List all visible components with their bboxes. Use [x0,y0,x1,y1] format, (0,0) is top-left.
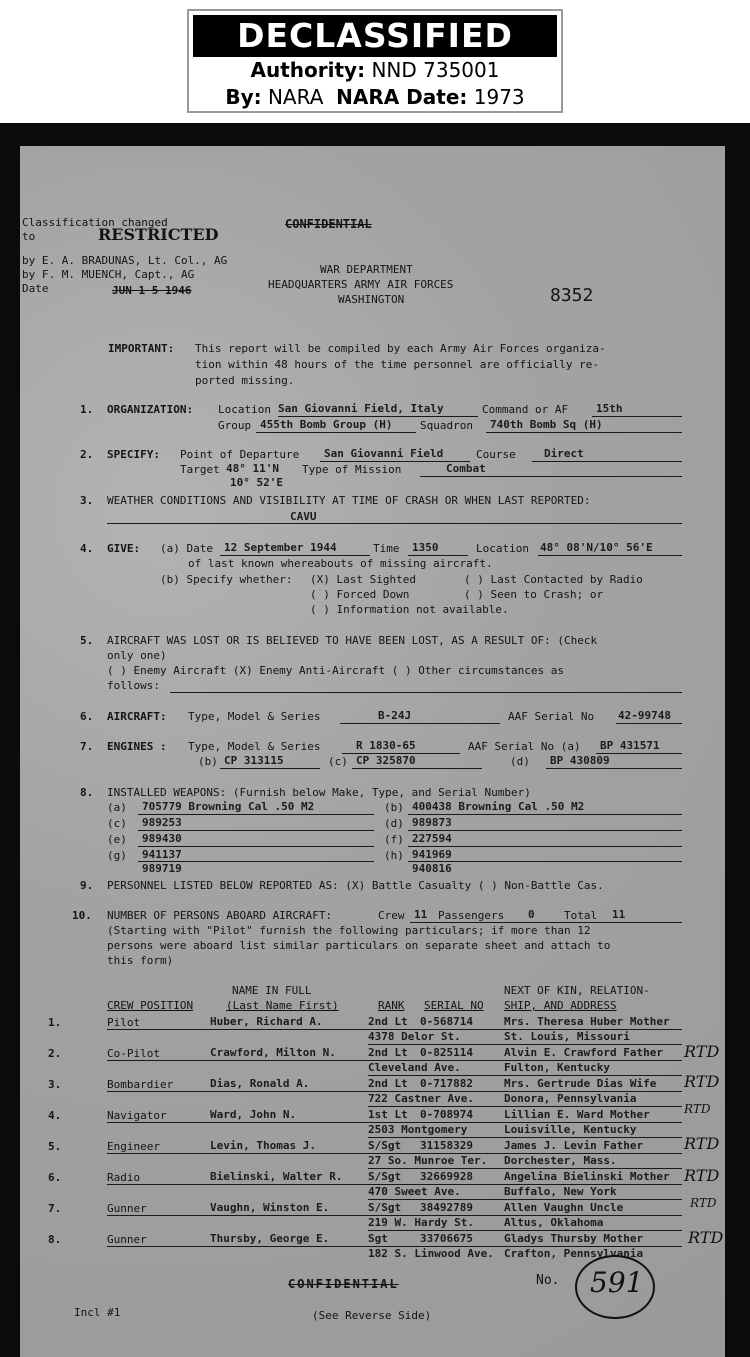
target-label: Target [180,463,220,476]
top-classification-mark: CONFIDENTIAL [285,217,372,231]
section-5-number: 5. [80,634,94,647]
crew-row-underline [107,1091,682,1092]
crew-position: Gunner [107,1202,147,1215]
weapon-b-underline [408,814,682,815]
weapon-b-label: (b) [384,801,404,814]
crew-address-1: 27 So. Munroe Ter. [368,1154,488,1167]
crew-rank: 2nd Lt [368,1046,408,1059]
weapon-e-label: (e) [107,833,127,846]
declassified-stamp [187,9,563,113]
weapon-b-value: 400438 Browning Cal .50 M2 [412,800,585,813]
give-a-line-2: of last known whereabouts of missing aircraft. [188,557,493,570]
crew-address-1: 4378 Delor St. [368,1030,461,1043]
location-4-value: 48° 08'N/10° 56'E [540,541,653,554]
crew-row-underline [107,1184,682,1185]
header-hq: HEADQUARTERS ARMY AIR FORCES [268,278,454,291]
option-last-sighted: (X) Last Sighted [310,573,416,586]
classification-line-1: Classification changed [22,216,168,229]
aircraft-type-value: B-24J [378,709,412,722]
section-6-number: 6. [80,710,94,723]
weapon-f-value: 227594 [412,832,452,845]
crew-address-1: 470 Sweet Ave. [368,1185,461,1198]
crew-address-1: Cleveland Ave. [368,1061,461,1074]
crew-next-of-kin: Allen Vaughn Uncle [504,1201,624,1214]
crew-count: 11 [414,908,428,921]
lost-line-3: ( ) Enemy Aircraft (X) Enemy Anti-Aircraft ( ) Other circumstances as [107,664,564,677]
weapon-a-value: 705779 Browning Cal .50 M2 [142,800,315,813]
engine-type-value: R 1830-65 [356,739,416,752]
lost-line-2: only one) [107,649,167,662]
crew-row-underline-2 [368,1106,682,1107]
crew-name: Dias, Ronald A. [210,1077,310,1090]
crew-address-1: 2503 Montgomery [368,1123,468,1136]
stamp-title: DECLASSIFIED [193,15,557,57]
crew-row-underline [107,1029,682,1030]
section-2-number: 2. [80,448,94,461]
crew-address-1: 722 Castner Ave. [368,1092,474,1105]
footer-confidential: CONFIDENTIAL [288,1277,399,1291]
weapon-h-value-2: 940816 [412,862,452,875]
rtd-mark: RTD [690,1196,717,1210]
crew-serial: 31158329 [420,1139,473,1152]
weapon-c-underline [138,830,374,831]
header-name-in-full: NAME IN FULL [232,984,312,997]
crew-row-underline [107,1060,682,1061]
crew-row-number: 8. [48,1233,62,1246]
weather-value: CAVU [290,510,317,523]
section-7-number: 7. [80,740,94,753]
rtd-mark: RTD [684,1166,720,1185]
crew-name: Bielinski, Walter R. [210,1170,343,1183]
weapon-g-value-2: 989719 [142,862,182,875]
weapon-a-label: (a) [107,801,127,814]
crew-row-underline-2 [368,1199,682,1200]
crew-name: Vaughn, Winston E. [210,1201,330,1214]
rtd-mark: RTD [684,1042,720,1061]
crew-next-of-kin: Alvin E. Crawford Father [504,1046,663,1059]
weapon-e-underline [138,846,374,847]
section-1-number: 1. [80,403,94,416]
command-value: 15th [596,402,623,415]
crew-address-2: St. Louis, Missouri [504,1030,630,1043]
aircraft-serial-label: AAF Serial No [508,710,595,723]
important-line-2: tion within 48 hours of the time personnel are officially re- [195,358,599,371]
passengers-label: Passengers [438,909,505,922]
give-label: GIVE: [107,542,141,555]
crew-row-underline-2 [368,1044,682,1045]
rtd-mark: RTD [684,1102,711,1116]
weapon-d-underline [408,830,682,831]
squadron-underline [486,432,682,433]
header-last-name-first: (Last Name First) [226,999,339,1012]
squadron-label: Squadron [420,419,473,432]
option-seen-crash: ( ) Seen to Crash; or [464,588,604,601]
section-10-number: 10. [72,909,92,922]
crew-rank: 2nd Lt [368,1015,408,1028]
date-value: 12 September 1944 [224,541,337,554]
group-value: 455th Bomb Group (H) [260,418,393,431]
crew-name: Ward, John N. [210,1108,297,1121]
specify-label: SPECIFY: [107,448,160,461]
option-last-contacted: ( ) Last Contacted by Radio [464,573,643,586]
engine-serial-a: BP 431571 [600,739,660,752]
crew-rank: S/Sgt [368,1201,402,1214]
passengers-count: 0 [528,908,535,921]
crew-address-2: Fulton, Kentucky [504,1061,610,1074]
crew-position: Radio [107,1171,141,1184]
rtd-mark: RTD [688,1228,724,1247]
number-label: No. [536,1273,560,1288]
persons-line-2: (Starting with "Pilot" furnish the following particulars; if more than 12 [107,924,591,937]
command-label: Command or AF [482,403,569,416]
crew-row-number: 2. [48,1047,62,1060]
weapon-e-value: 989430 [142,832,182,845]
section-3-number: 3. [80,494,94,507]
inclosure-label: Incl #1 [74,1306,121,1319]
crew-serial: 38492789 [420,1201,473,1214]
crew-position: Gunner [107,1233,147,1246]
course-value: Direct [544,447,584,460]
engine-serial-d: BP 430809 [550,754,610,767]
date-underline [220,555,370,556]
crew-rank: Sgt [368,1232,388,1245]
time-value: 1350 [412,541,439,554]
crew-row-underline-2 [368,1137,682,1138]
engine-b-underline [220,768,320,769]
location-underline [278,416,478,417]
aircraft-type-label: Type, Model & Series [188,710,321,723]
classification-line-2: to [22,230,36,243]
header-serial-no: SERIAL NO [424,999,484,1012]
important-line-1: This report will be compiled by each Army Air Forces organiza- [195,342,606,355]
crew-name: Crawford, Milton N. [210,1046,336,1059]
location-4-underline [538,555,682,556]
weapon-c-label: (c) [107,817,127,830]
persons-underline [410,922,682,923]
crew-address-1: 182 S. Linwood Ave. [368,1247,494,1260]
aircraft-serial-underline [616,723,682,724]
crew-row-number: 4. [48,1109,62,1122]
engine-c-underline [352,768,482,769]
total-label: Total [564,909,598,922]
weapon-d-value: 989873 [412,816,452,829]
header-city: WASHINGTON [338,293,405,306]
crew-serial: 32669928 [420,1170,473,1183]
mission-underline [420,476,682,477]
crew-name: Thursby, George E. [210,1232,330,1245]
organization-location: San Giovanni Field, Italy [278,402,444,415]
weapon-c-value: 989253 [142,816,182,829]
crew-serial: 33706675 [420,1232,473,1245]
stamp-authority: Authority: NND 735001 [250,58,500,82]
classification-line-3: by E. A. BRADUNAS, Lt. Col., AG [22,254,228,267]
crew-address-1: 219 W. Hardy St. [368,1216,474,1229]
mission-label: Type of Mission [302,463,402,476]
departure-label: Point of Departure [180,448,300,461]
important-line-3: ported missing. [195,374,295,387]
crew-next-of-kin: Angelina Bielinski Mother [504,1170,670,1183]
option-info-not-available: ( ) Information not available. [310,603,509,616]
crew-row-number: 1. [48,1016,62,1029]
crew-row-underline-2 [368,1230,682,1231]
crew-position: Navigator [107,1109,167,1122]
section-9-number: 9. [80,879,94,892]
crew-row-underline [107,1153,682,1154]
weapon-a-underline [138,814,374,815]
group-label: Group [218,419,252,432]
weapon-g-label: (g) [107,849,127,862]
crew-name: Huber, Richard A. [210,1015,323,1028]
option-forced-down: ( ) Forced Down [310,588,410,601]
weapon-h-value: 941969 [412,848,452,861]
weapon-g-value: 941137 [142,848,182,861]
lost-line-1: AIRCRAFT WAS LOST OR IS BELIEVED TO HAVE BEEN LOST, AS A RESULT OF: (Check [107,634,598,647]
group-underline [256,432,416,433]
crew-next-of-kin: Mrs. Theresa Huber Mother [504,1015,670,1028]
crew-row-number: 6. [48,1171,62,1184]
personnel-status: PERSONNEL LISTED BELOW REPORTED AS: (X) Battle Casualty ( ) Non-Battle Cas. [107,879,604,892]
weapon-h-label: (h) [384,849,404,862]
crew-position: Co-Pilot [107,1047,160,1060]
weapon-h-underline [408,861,682,862]
restricted-stamp: RESTRICTED [98,225,219,244]
crew-row-number: 7. [48,1202,62,1215]
engine-c-label: (c) [328,755,348,768]
crew-address-2: Altus, Oklahoma [504,1216,604,1229]
engine-b-label: (b) [198,755,218,768]
weapon-f-underline [408,846,682,847]
time-label: Time [373,542,400,555]
crew-row-number: 5. [48,1140,62,1153]
document-page [20,146,725,1357]
persons-line-4: this form) [107,954,174,967]
engine-serial-c: CP 325870 [356,754,416,767]
stamp-by: By: NARA NARA Date: 1973 [225,85,525,109]
engine-d-underline [546,768,682,769]
lost-line-4: follows: [107,679,160,692]
crew-rank: S/Sgt [368,1170,402,1183]
crew-serial: 0-708974 [420,1108,473,1121]
crew-address-2: Louisville, Kentucky [504,1123,637,1136]
header-crew-position: CREW POSITION [107,999,194,1012]
weather-underline [107,523,682,524]
crew-row-underline [107,1122,682,1123]
location-label: Location [218,403,271,416]
crew-serial: 0-568714 [420,1015,473,1028]
crew-rank: S/Sgt [368,1139,402,1152]
rtd-mark: RTD [684,1072,720,1091]
command-underline [592,416,682,417]
crew-address-2: Crafton, Pennsylvania [504,1247,644,1260]
engine-serial-b: CP 313115 [224,754,284,767]
crew-next-of-kin: James J. Levin Father [504,1139,644,1152]
crew-next-of-kin: Mrs. Gertrude Dias Wife [504,1077,657,1090]
crew-row-underline-2 [368,1168,682,1169]
aircraft-type-underline [340,723,500,724]
engine-d-label: (d) [510,755,530,768]
weapon-g-underline [138,861,374,862]
target-value: 48° 11'N [226,462,279,475]
course-underline [532,461,682,462]
section-8-number: 8. [80,786,94,799]
squadron-value: 740th Bomb Sq (H) [490,418,603,431]
crew-name: Levin, Thomas J. [210,1139,316,1152]
engines-label: ENGINES : [107,740,167,753]
classification-line-4: by F. M. MUENCH, Capt., AG [22,268,195,281]
crew-next-of-kin: Lillian E. Ward Mother [504,1108,650,1121]
departure-value: San Giovanni Field [324,447,444,460]
header-rank: RANK [378,999,405,1012]
aircraft-label: AIRCRAFT: [107,710,167,723]
crew-next-of-kin: Gladys Thursby Mother [504,1232,644,1245]
classification-date: JUN 1 5 1946 [112,284,192,297]
total-count: 11 [612,908,626,921]
crew-address-2: Dorchester, Mass. [504,1154,617,1167]
crew-address-2: Donora, Pennsylvania [504,1092,637,1105]
rtd-mark: RTD [684,1134,720,1153]
weapons-label: INSTALLED WEAPONS: (Furnish below Make, Type, and Serial Number) [107,786,531,799]
section-4-number: 4. [80,542,94,555]
crew-row-underline-2 [368,1075,682,1076]
location-4-label: Location [476,542,529,555]
time-underline [408,555,468,556]
weather-label: WEATHER CONDITIONS AND VISIBILITY AT TIME OF CRASH OR WHEN LAST REPORTED: [107,494,591,507]
weapon-f-label: (f) [384,833,404,846]
classification-line-5: Date [22,282,49,295]
crew-row-number: 3. [48,1078,62,1091]
header-relationship-address: SHIP, AND ADDRESS [504,999,617,1012]
circled-number-text: 591 [590,1266,644,1299]
aircraft-serial-value: 42-99748 [618,709,671,722]
persons-line-3: persons were aboard list similar particulars on separate sheet and attach to [107,939,611,952]
target-value-2: 10° 52'E [230,476,283,489]
specify-whether-label: (b) Specify whether: [160,573,293,586]
crew-position: Bombardier [107,1078,174,1091]
persons-aboard-label: NUMBER OF PERSONS ABOARD AIRCRAFT: [107,909,333,922]
crew-label: Crew [378,909,405,922]
crew-row-underline [107,1215,682,1216]
course-label: Course [476,448,516,461]
crew-address-2: Buffalo, New York [504,1185,617,1198]
crew-rank: 1st Lt [368,1108,408,1121]
weapon-d-label: (d) [384,817,404,830]
important-label: IMPORTANT: [108,342,175,355]
date-label: (a) Date [160,542,213,555]
crew-position: Pilot [107,1016,141,1029]
header-department: WAR DEPARTMENT [320,263,413,276]
header-next-of-kin: NEXT OF KIN, RELATION- [504,984,650,997]
engine-type-label: Type, Model & Series [188,740,321,753]
organization-label: ORGANIZATION: [107,403,194,416]
crew-serial: 0-825114 [420,1046,473,1059]
mission-value: Combat [446,462,486,475]
crew-serial: 0-717882 [420,1077,473,1090]
lost-underline [170,692,682,693]
see-reverse-side: (See Reverse Side) [312,1309,432,1322]
engine-serial-label: AAF Serial No (a) [468,740,581,753]
report-number: 8352 [550,285,594,306]
crew-rank: 2nd Lt [368,1077,408,1090]
crew-row-underline [107,1246,682,1247]
crew-position: Engineer [107,1140,160,1153]
